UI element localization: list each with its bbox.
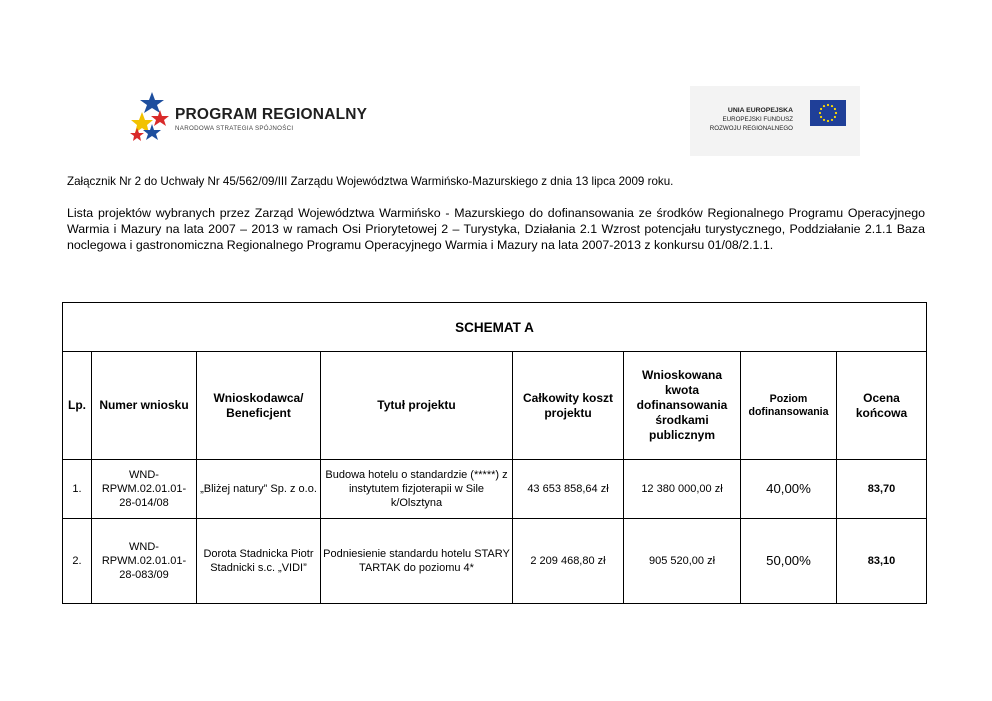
table-row — [63, 460, 927, 519]
eu-star-icon — [835, 112, 837, 114]
eu-star-icon — [820, 108, 822, 110]
eu-star-icon — [823, 119, 825, 121]
header-requested: Wnioskowana kwota dofinansowania środkami publicznym — [624, 352, 741, 460]
cell-lp: 1. — [63, 460, 92, 519]
projects-table — [62, 302, 927, 604]
table-title: SCHEMAT A — [63, 303, 927, 352]
eu-logo-line3: ROZWOJU REGIONALNEGO — [709, 125, 793, 132]
eu-logo — [690, 86, 860, 156]
eu-star-icon — [831, 105, 833, 107]
annex-heading: Załącznik Nr 2 do Uchwały Nr 45/562/09/III Zarządu Województwa Warmińsko-Mazurskiego z dnia 13 lipca 2009 roku. — [67, 175, 674, 188]
cell-score: 83,10 — [837, 519, 927, 604]
cell-applicant: „Bliżej natury” Sp. z o.o. — [197, 460, 321, 519]
eu-star-icon — [834, 108, 836, 110]
eu-logo-line2: EUROPEJSKI FUNDUSZ — [722, 116, 793, 123]
intro-paragraph: Lista projektów wybranych przez Zarząd Województwa Warmińsko - Mazurskiego do dofinansowania ze środków Regionalnego Programu Operacyjnego Warmia i Mazury na lata 2007 – 2013 w ramach Osi Priorytetowej 2 – Turystyka, Działania 2.1 Wzrost potencjału turystycznego, Poddziałanie 2.1.1 Baza noclegowa i gastronomiczna Regionalnego Programu Operacyjnego Warmia i Mazury na lata 2007-2013 z konkursu 01/08/2.1.1. — [67, 206, 925, 252]
cell-lp: 2. — [63, 519, 92, 604]
cell-requested: 905 520,00 zł — [624, 519, 741, 604]
eu-star-icon — [827, 120, 829, 122]
eu-star-icon — [819, 112, 821, 114]
program-regionalny-star-icon — [130, 92, 170, 144]
program-regionalny-title: PROGRAM REGIONALNY — [175, 106, 368, 123]
cell-score: 83,70 — [837, 460, 927, 519]
header-score: Ocena końcowa — [837, 352, 927, 460]
cell-total: 43 653 858,64 zł — [513, 460, 624, 519]
header-lp: Lp. — [63, 352, 92, 460]
cell-number: WND-RPWM.02.01.01-28-083/09 — [92, 519, 197, 604]
eu-star-icon — [820, 116, 822, 118]
cell-project: Podniesienie standardu hotelu STARY TARTAK do poziomu 4* — [321, 519, 513, 604]
cell-applicant: Dorota Stadnicka Piotr Stadnicki s.c. „VIDI” — [197, 519, 321, 604]
header-level: Poziom dofinansowania — [741, 352, 837, 460]
table-row — [63, 519, 927, 604]
cell-total: 2 209 468,80 zł — [513, 519, 624, 604]
eu-star-icon — [834, 116, 836, 118]
eu-flag-icon — [810, 100, 846, 126]
cell-level: 40,00% — [741, 460, 837, 519]
eu-star-icon — [823, 105, 825, 107]
header-project: Tytuł projektu — [321, 352, 513, 460]
cell-number: WND-RPWM.02.01.01-28-014/08 — [92, 460, 197, 519]
eu-star-icon — [831, 119, 833, 121]
program-regionalny-logo — [123, 92, 368, 154]
program-regionalny-subtitle: NARODOWA STRATEGIA SPÓJNOŚCI — [175, 125, 294, 132]
header-number: Numer wniosku — [92, 352, 197, 460]
cell-level: 50,00% — [741, 519, 837, 604]
eu-logo-line1: UNIA EUROPEJSKA — [727, 107, 793, 114]
eu-star-icon — [827, 104, 829, 106]
header-total: Całkowity koszt projektu — [513, 352, 624, 460]
header-applicant: Wnioskodawca/ Beneficjent — [197, 352, 321, 460]
cell-project: Budowa hotelu o standardzie (*****) z instytutem fizjoterapii w Sile k/Olsztyna — [321, 460, 513, 519]
cell-requested: 12 380 000,00 zł — [624, 460, 741, 519]
